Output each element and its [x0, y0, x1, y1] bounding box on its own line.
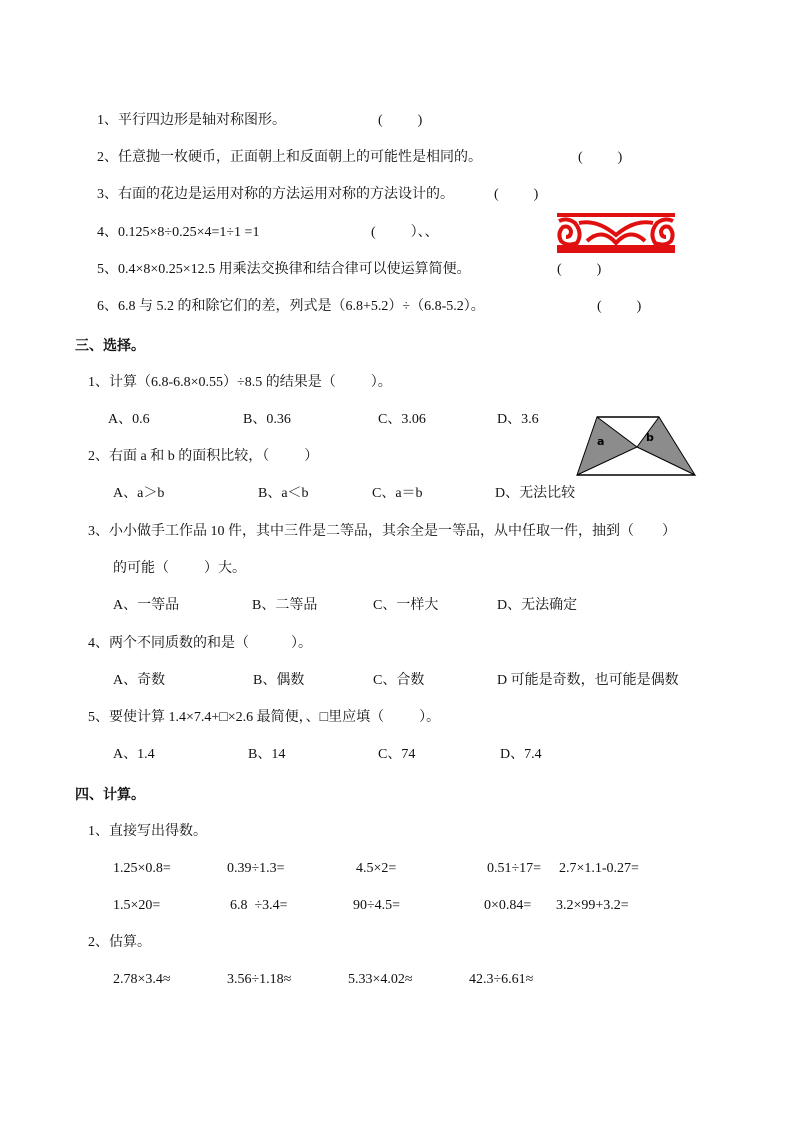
- part1-title: 1、直接写出得数。: [88, 824, 207, 839]
- q1-option-a: A、0.6: [108, 412, 150, 427]
- calc: 0.51÷17=: [487, 861, 542, 876]
- q3-cont: 的可能（ ）大。: [113, 561, 246, 576]
- trapezoid-figure: [575, 415, 697, 479]
- calc: 4.5×2=: [356, 861, 397, 876]
- tf-5-answer: ( ): [557, 262, 602, 277]
- tf-6: 6、6.8 与 5.2 的和除它们的差，列式是（6.8+5.2）÷（6.8-5.2）。: [97, 299, 485, 314]
- q5-option-c: C、74: [378, 747, 416, 762]
- label-b: b: [646, 431, 654, 444]
- q4-option-c: C、合数: [373, 673, 425, 688]
- calc: 1.5×20=: [113, 898, 161, 913]
- tf-4: 4、0.125×8÷0.25×4=1÷1 =1: [97, 225, 260, 240]
- q1: 1、计算（6.8-6.8×0.55）÷8.5 的结果是（ ）。: [88, 375, 392, 390]
- section4-title: 四、计算。: [75, 787, 145, 803]
- q1-option-c: C、3.06: [378, 412, 426, 427]
- q4-option-a: A、奇数: [113, 673, 166, 688]
- calc: 2.7×1.1-0.27=: [559, 861, 639, 876]
- part2-title: 2、估算。: [88, 935, 151, 950]
- tf-1: 1、平行四边形是轴对称图形。: [97, 113, 286, 128]
- tf-2-answer: ( ): [578, 150, 623, 165]
- calc: 1.25×0.8=: [113, 861, 171, 876]
- tf-6-answer: ( ): [597, 299, 642, 314]
- q2-option-d: D、无法比较: [495, 486, 576, 501]
- q3-option-a: A、一等品: [113, 598, 180, 613]
- tf-1-answer: ( ): [378, 113, 423, 128]
- q5: 5、要使计算 1.4×7.4+□×2.6 最简便，、□里应填（ ）。: [88, 710, 441, 725]
- calc: 90÷4.5=: [353, 898, 401, 913]
- q2-option-a: A、a＞b: [113, 486, 165, 501]
- q4-option-b: B、偶数: [253, 673, 305, 688]
- estimate: 42.3÷6.61≈: [469, 972, 534, 987]
- q5-option-b: B、14: [248, 747, 286, 762]
- tf-2: 2、任意抛一枚硬币，正面朝上和反面朝上的可能性是相同的。: [97, 150, 482, 165]
- section3-title: 三、选择。: [75, 338, 145, 354]
- estimate: 5.33×4.02≈: [348, 972, 413, 987]
- tf-4-answer: ( ）、、: [371, 225, 439, 240]
- q1-option-d: D、3.6: [497, 412, 539, 427]
- q3-option-c: C、一样大: [373, 598, 439, 613]
- q4: 4、两个不同质数的和是（ ）。: [88, 636, 312, 651]
- q4-option-d: D 可能是奇数，也可能是偶数: [497, 673, 679, 688]
- label-a: a: [597, 435, 605, 448]
- tf-5: 5、0.4×8×0.25×12.5 用乘法交换律和结合律可以使运算简便。: [97, 262, 471, 277]
- calc: 0.39÷1.3=: [227, 861, 285, 876]
- q3: 3、小小做手工作品 10 件，其中三件是二等品，其余全是一等品，从中任取一件，抽到（ ）: [88, 524, 676, 539]
- estimate: 2.78×3.4≈: [113, 972, 171, 987]
- q2-option-c: C、a＝b: [372, 486, 423, 501]
- q2-option-b: B、a＜b: [258, 486, 309, 501]
- q1-option-b: B、0.36: [243, 412, 291, 427]
- calc: 6.8 ÷3.4=: [230, 898, 288, 913]
- lace-border-image: [557, 213, 675, 253]
- tf-3-answer: ( ): [494, 187, 539, 202]
- estimate: 3.56÷1.18≈: [227, 972, 292, 987]
- tf-3: 3、右面的花边是运用对称的方法运用对称的方法设计的。: [97, 187, 454, 202]
- q2: 2、右面 a 和 b 的面积比较，（ ）: [88, 449, 319, 464]
- q3-option-d: D、无法确定: [497, 598, 578, 613]
- q3-option-b: B、二等品: [252, 598, 318, 613]
- calc: 3.2×99+3.2=: [556, 898, 629, 913]
- q5-option-a: A、1.4: [113, 747, 155, 762]
- calc: 0×0.84=: [484, 898, 532, 913]
- q5-option-d: D、7.4: [500, 747, 542, 762]
